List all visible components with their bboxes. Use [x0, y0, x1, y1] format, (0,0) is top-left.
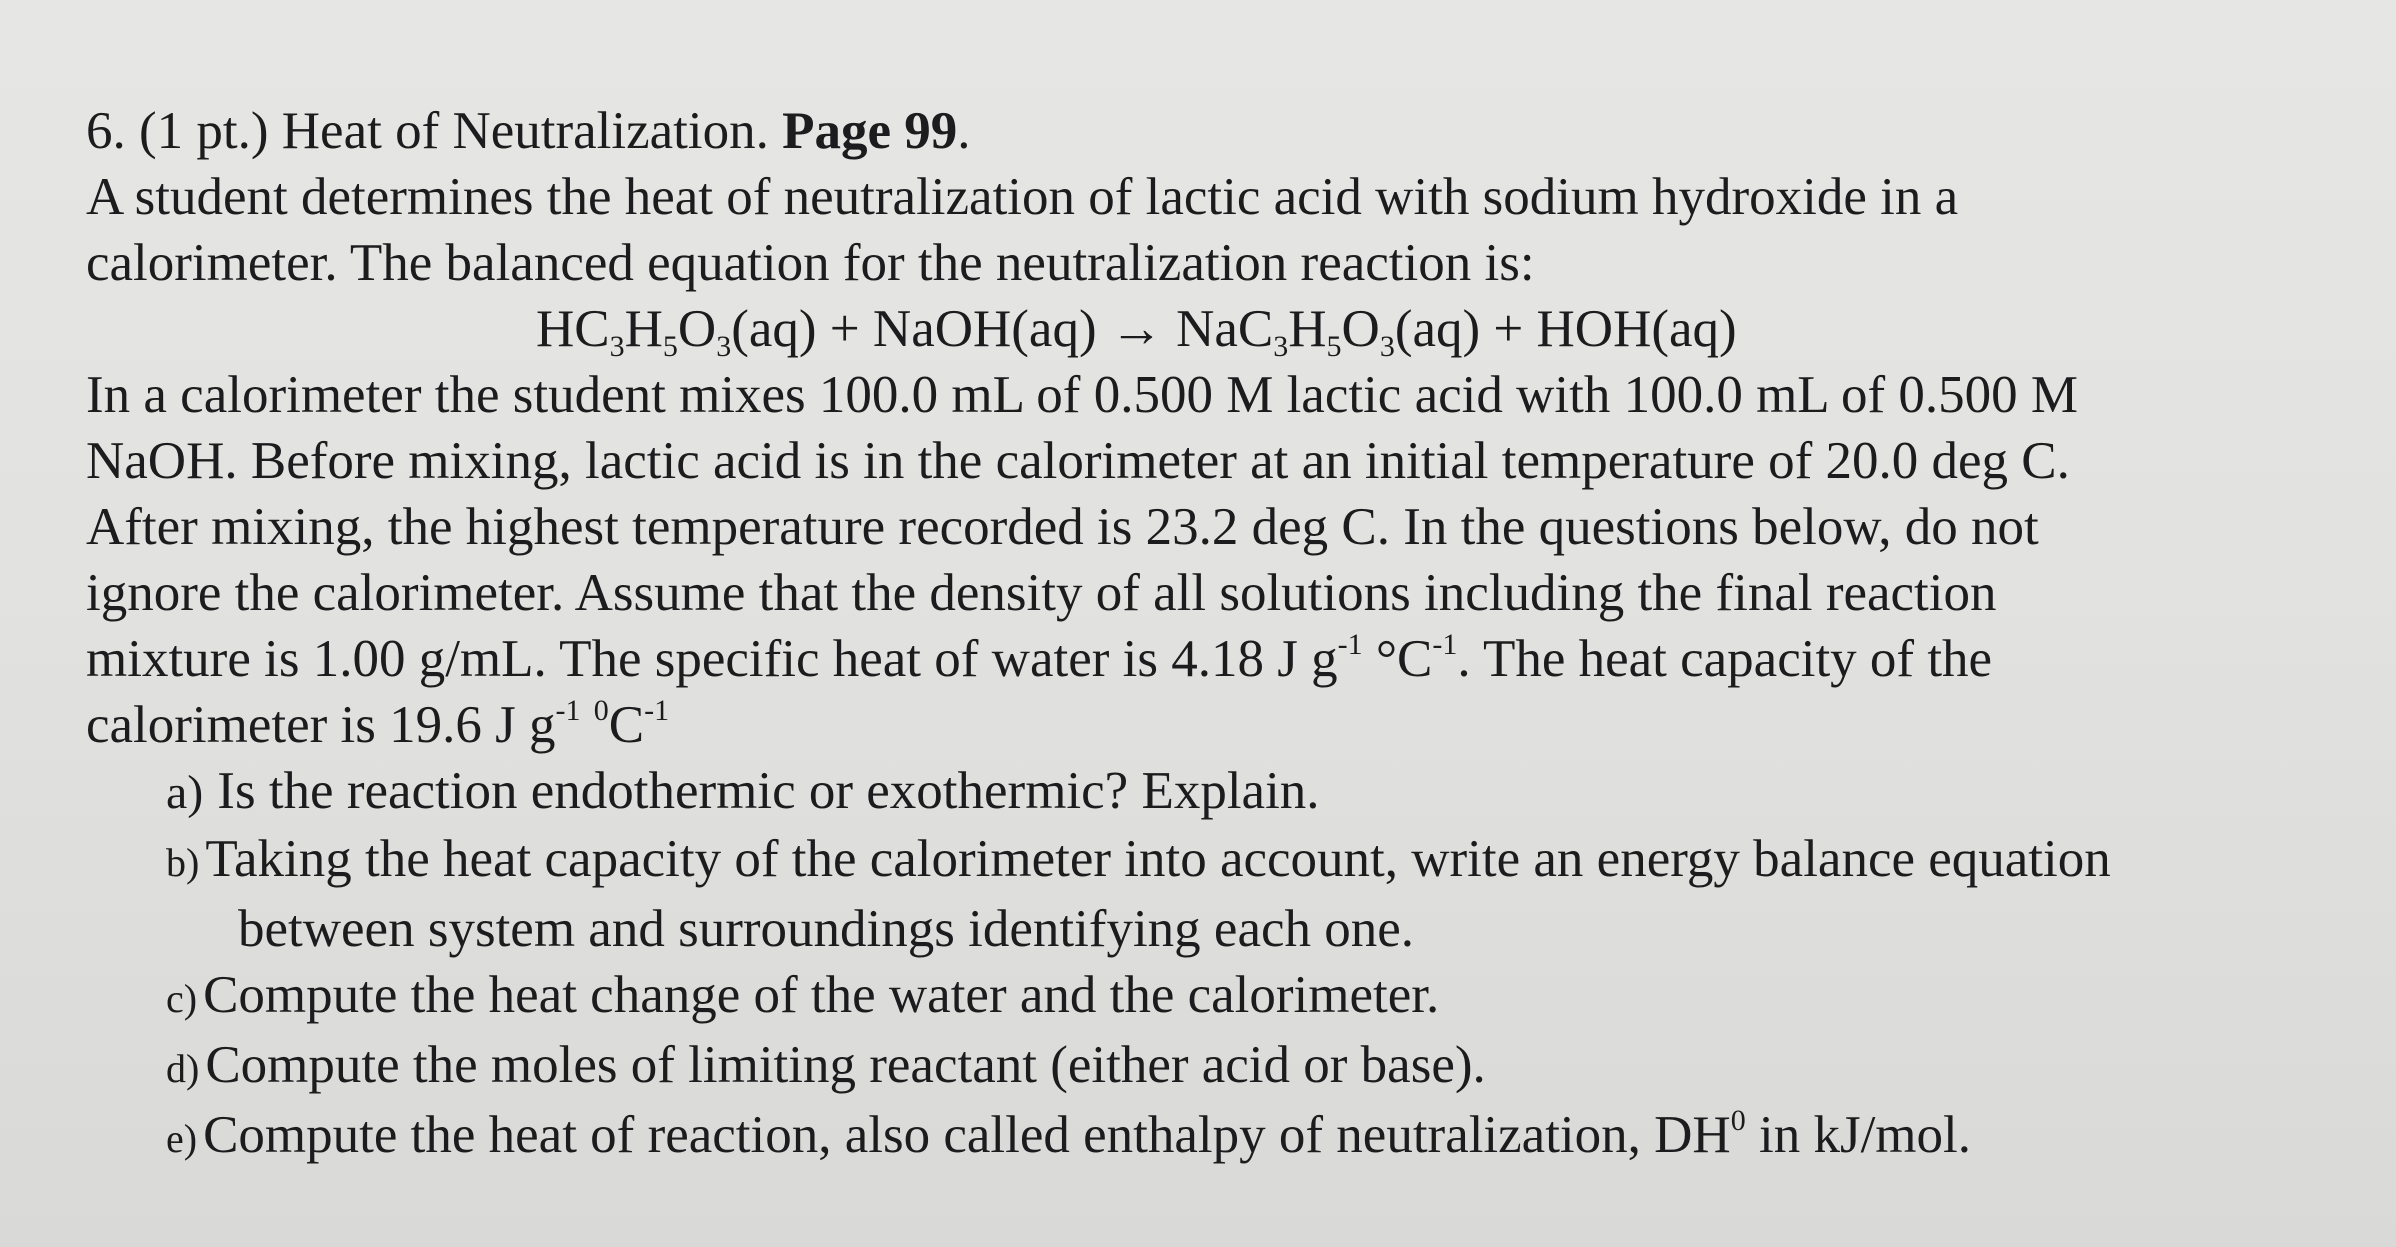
part-b	[166, 826, 2326, 896]
part-b-continuation: between system and surroundings identifying each one.	[238, 900, 1415, 958]
part-c	[166, 962, 2326, 1032]
part-text: Compute the heat of reaction, also called enthalpy of neutralization, DH	[203, 1106, 1731, 1164]
body-line-4: ignore the calorimeter. Assume that the density of all solutions including the final reaction	[86, 564, 1997, 622]
part-label: c)	[166, 976, 198, 1021]
question-title: 6. (1 pt.) Heat of Neutralization. Page 99.	[86, 102, 971, 160]
problem-6	[86, 98, 2326, 1172]
body-line-2: NaOH. Before mixing, lactic acid is in the calorimeter at an initial temperature of 20.0 deg C.	[86, 432, 2070, 490]
body-line-3: After mixing, the highest temperature recorded is 23.2 deg C. In the questions below, do not	[86, 498, 2039, 556]
body-line-1: In a calorimeter the student mixes 100.0 mL of 0.500 M lactic acid with 100.0 mL of 0.500 M	[86, 366, 2078, 424]
part-text: Taking the heat capacity of the calorimeter into account, write an energy balance equation	[205, 830, 2111, 888]
part-label: d)	[166, 1046, 200, 1091]
part-label: e)	[166, 1116, 198, 1161]
question-number: 6. (1 pt.) Heat of Neutralization.	[86, 102, 769, 160]
part-d	[166, 1032, 2326, 1102]
part-a	[166, 758, 2326, 826]
part-e: e) Compute the heat of reaction, also called enthalpy of neutralization, $DH^0$ in kJ/mol.	[166, 1102, 2326, 1172]
part-text: Compute the heat change of the water and the calorimeter.	[203, 966, 1440, 1024]
intro-line-1: A student determines the heat of neutralization of lactic acid with sodium hydroxide in a	[86, 168, 1959, 226]
part-text: Compute the moles of limiting reactant (either acid or base).	[205, 1036, 1486, 1094]
part-text: Is the reaction endothermic or exothermic? Explain.	[217, 762, 1320, 820]
body-line-6: calorimeter is 19.6 J $g^{-1}$ $^0C^{-1}$	[86, 694, 670, 754]
balanced-equation: $HC_3H_5O_3(aq)$ + NaOH(aq) → $NaC_3H_5O_3(aq) + HOH(aq)$	[536, 300, 1737, 363]
sub-questions	[86, 758, 2326, 1172]
intro-line-2: calorimeter. The balanced equation for the neutralization reaction is:	[86, 234, 1535, 292]
part-label: a)	[166, 766, 204, 819]
page-reference: Page 99	[782, 102, 958, 160]
body-line-5: mixture is 1.00 g/mL. The specific heat of water is 4.18 J $g^{-1}$ $^\circ C^{-1}$. The heat capacity of the	[86, 628, 1993, 688]
part-label: b)	[166, 840, 200, 885]
